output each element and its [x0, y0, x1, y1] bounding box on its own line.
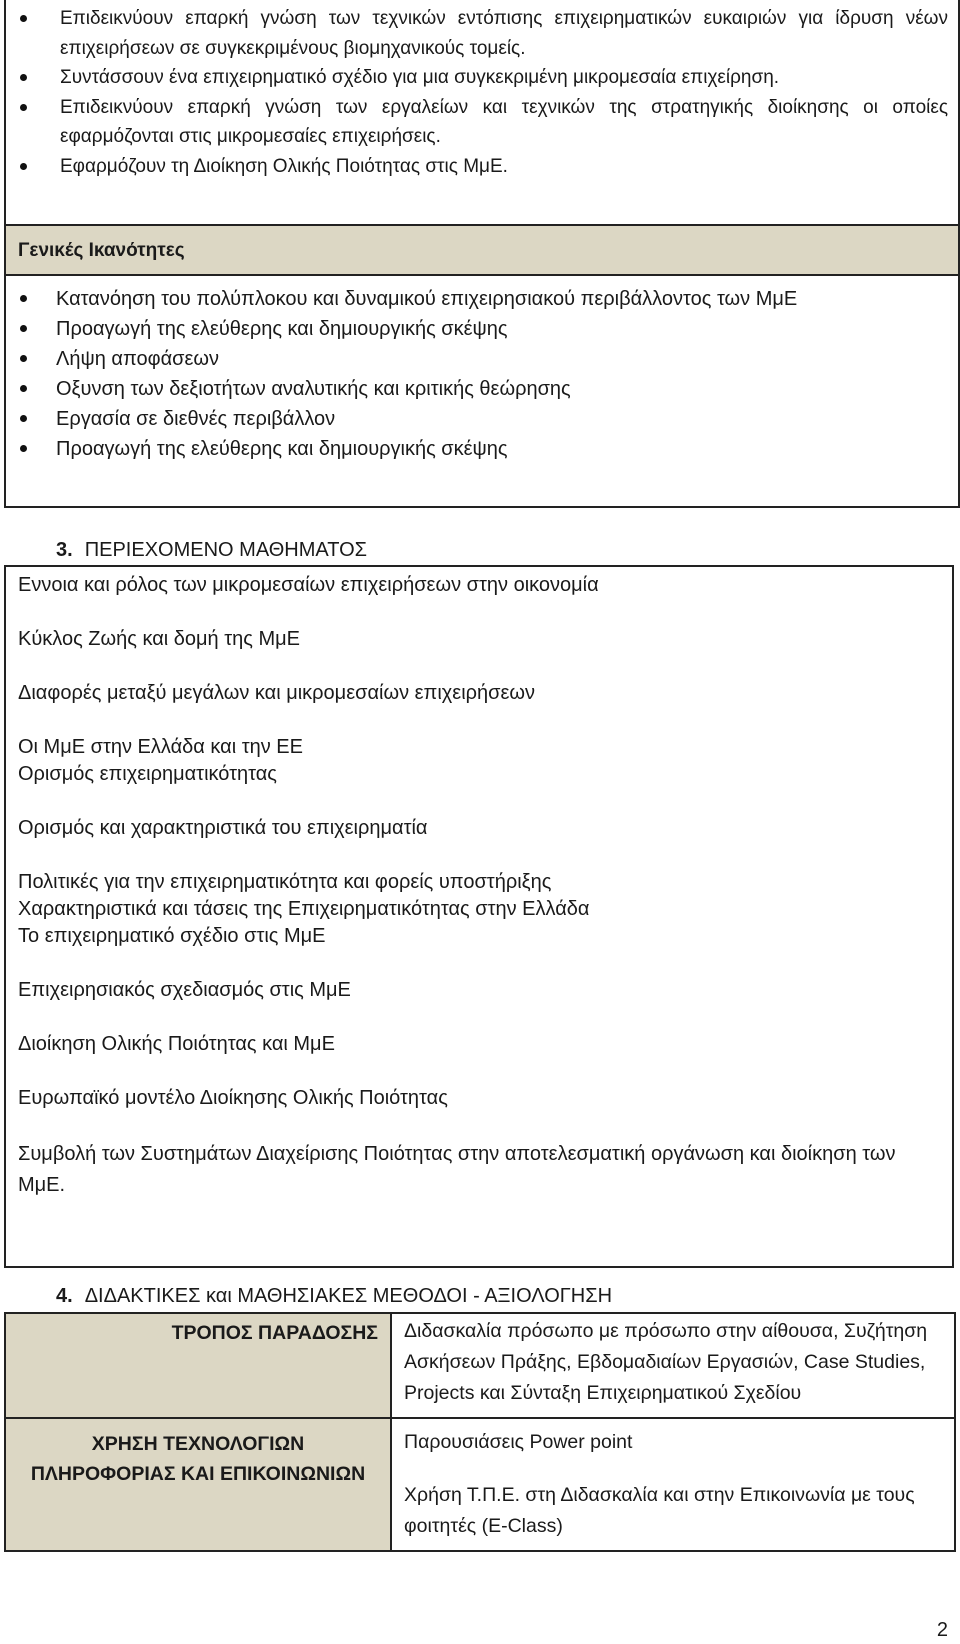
list-item: Προαγωγή της ελεύθερης και δημιουργικής σκέψης: [6, 314, 797, 344]
list-item: Κατανόηση του πολύπλοκου και δυναμικού επιχειρησιακού περιβάλλοντος των ΜμΕ: [6, 284, 797, 314]
content-item: Οι ΜμΕ στην Ελλάδα και την ΕΕ: [18, 736, 303, 758]
content-item: Το επιχειρηματικό σχέδιο στις ΜμΕ: [18, 925, 326, 947]
learning-outcomes-box: [4, 0, 960, 226]
table-row: [5, 1418, 955, 1551]
content-item: Διοίκηση Ολικής Ποιότητας και ΜμΕ: [18, 1033, 335, 1055]
list-item: Επιδεικνύουν επαρκή γνώση των τεχνικών εντόπισης επιχειρηματικών ευκαιριών για ίδρυση νέων επιχειρήσεων σε συγκεκριμένους βιομηχανικούς τομείς.: [6, 4, 948, 63]
general-competences-list: [6, 284, 797, 464]
section-title: ΔΙΔΑΚΤΙΚΕΣ και ΜΑΘΗΣΙΑΚΕΣ ΜΕΘΟΔΟΙ - ΑΞΙΟΛΟΓΗΣΗ: [84, 1285, 613, 1307]
table-row: [5, 1313, 955, 1418]
ict-usage-value-2: Χρήση Τ.Π.Ε. στη Διδασκαλία και στην Επικοινωνία με τους φοιτητές (E-Class): [404, 1484, 915, 1537]
page-number: 2: [936, 1619, 948, 1641]
list-item: Λήψη αποφάσεων: [6, 344, 797, 374]
section-3-heading: [56, 539, 367, 562]
content-item: Πολιτικές για την επιχειρηματικότητα και φορείς υποστήριξης: [18, 871, 552, 893]
ict-usage-label-line-1: ΧΡΗΣΗ ΤΕΧΝΟΛΟΓΙΩΝ: [91, 1433, 305, 1455]
content-item: Εννοια και ρόλος των μικρομεσαίων επιχειρήσεων στην οικονομία: [18, 574, 599, 596]
delivery-mode-label: ΤΡΟΠΟΣ ΠΑΡΑΔΟΣΗΣ: [5, 1313, 391, 1418]
list-item: Συντάσσουν ένα επιχειρηματικό σχέδιο για μια συγκεκριμένη μικρομεσαία επιχείρηση.: [6, 63, 948, 93]
content-item: Κύκλος Ζωής και δομή της ΜμΕ: [18, 628, 300, 650]
section-title: ΠΕΡΙΕΧΟΜΕΝΟ ΜΑΘΗΜΑΤΟΣ: [84, 539, 368, 561]
content-item: Επιχειρησιακός σχεδιασμός στις ΜμΕ: [18, 979, 351, 1001]
list-item: Οξυνση των δεξιοτήτων αναλυτικής και κριτικής θεώρησης: [6, 374, 797, 404]
ict-usage-label-line-2: ΠΛΗΡΟΦΟΡΙΑΣ ΚΑΙ ΕΠΙΚΟΙΝΩΝΙΩΝ: [30, 1463, 366, 1485]
ict-usage-value: [391, 1418, 955, 1551]
list-item: Επιδεικνύουν επαρκή γνώση των εργαλείων και τεχνικών της στρατηγικής διοίκησης οι οποίες εφαρμόζονται στις μικρομεσαίες επιχειρήσεις.: [6, 93, 948, 152]
learning-outcomes-list: [6, 4, 948, 181]
section-4-heading: [56, 1285, 612, 1308]
section-number: 3.: [56, 539, 73, 561]
content-item: Συμβολή των Συστημάτων Διαχείρισης Ποιότητας στην αποτελεσματική οργάνωση και διοίκηση των ΜμΕ.: [18, 1143, 896, 1196]
teaching-methods-table: [4, 1312, 956, 1552]
content-item: Ευρωπαϊκό μοντέλο Διοίκησης Ολικής Ποιότητας: [18, 1087, 448, 1109]
list-item: Προαγωγή της ελεύθερης και δημιουργικής σκέψης: [6, 434, 797, 464]
ict-usage-value-1: Παρουσιάσεις Power point: [404, 1431, 633, 1453]
content-item: Χαρακτηριστικά και τάσεις της Επιχειρηματικότητας στην Ελλάδα: [18, 898, 590, 920]
section-number: 4.: [56, 1285, 73, 1307]
general-competences-heading: Γενικές Ικανότητες: [6, 226, 958, 276]
content-item: Διαφορές μεταξύ μεγάλων και μικρομεσαίων επιχειρήσεων: [18, 682, 536, 704]
content-item: Ορισμός επιχειρηματικότητας: [18, 763, 277, 785]
course-content-box: [4, 565, 954, 1268]
delivery-mode-value: Διδασκαλία πρόσωπο με πρόσωπο στην αίθουσα, Συζήτηση Ασκήσεων Πράξης, Εβδομαδιαίων Εργασιών, Case Studies, Projects και Σύνταξη Επιχειρηματικού Σχεδίου: [391, 1313, 955, 1418]
content-item: Ορισμός και χαρακτηριστικά του επιχειρηματία: [18, 817, 428, 839]
list-item: Εργασία σε διεθνές περιβάλλον: [6, 404, 797, 434]
general-competences-box: [4, 224, 960, 508]
list-item: Εφαρμόζουν τη Διοίκηση Ολικής Ποιότητας στις ΜμΕ.: [6, 152, 948, 182]
ict-usage-label: [5, 1418, 391, 1551]
